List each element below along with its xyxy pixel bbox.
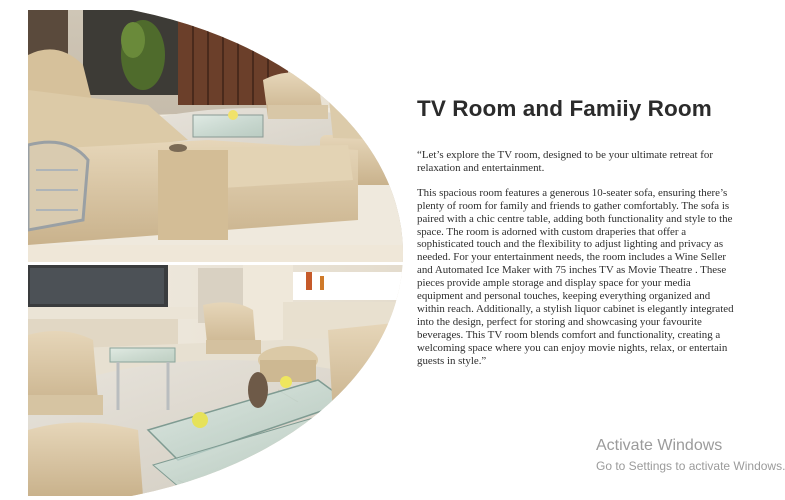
room-photo-collage: [28, 10, 403, 496]
page-title: TV Room and Famiiy Room: [417, 96, 712, 121]
intro-paragraph: “Let’s explore the TV room, designed to be your ultimate retreat for relaxation and entertainment.: [417, 149, 713, 174]
bottom-room-photo: [28, 265, 403, 496]
text-column: [417, 96, 739, 380]
top-room-photo: [28, 10, 403, 262]
watermark-subtitle: Go to Settings to activate Windows.: [596, 459, 785, 473]
body-paragraph: This spacious room features a generous 10-seater sofa, ensuring there’s plenty of room for family and friends to gather comfortably. The sofa is paired with a chic centre table, adding both functionality and style to the space. The room is adorned with custom draperies that offer a sophisticated touch and the flexibility to adjust lighting and privacy as needed. For your entertainment needs, the room includes a Wine Seller and Automated Ice Maker with 75 inches TV as Movie Theatre . These pieces provide ample storage and display space for your media equipment and personal touches, keeping everything organized and within reach. Additionally, a stylish liquor cabinet is elegantly integrated into the design, perfect for storing and showcasing your favourite beverages. This TV room blends comfort and functionality, creating a welcoming space where you can enjoy movie nights, relax, or entertain guests in style.”: [417, 186, 734, 367]
watermark-title: Activate Windows: [596, 437, 723, 454]
activate-windows-watermark: [596, 436, 785, 474]
